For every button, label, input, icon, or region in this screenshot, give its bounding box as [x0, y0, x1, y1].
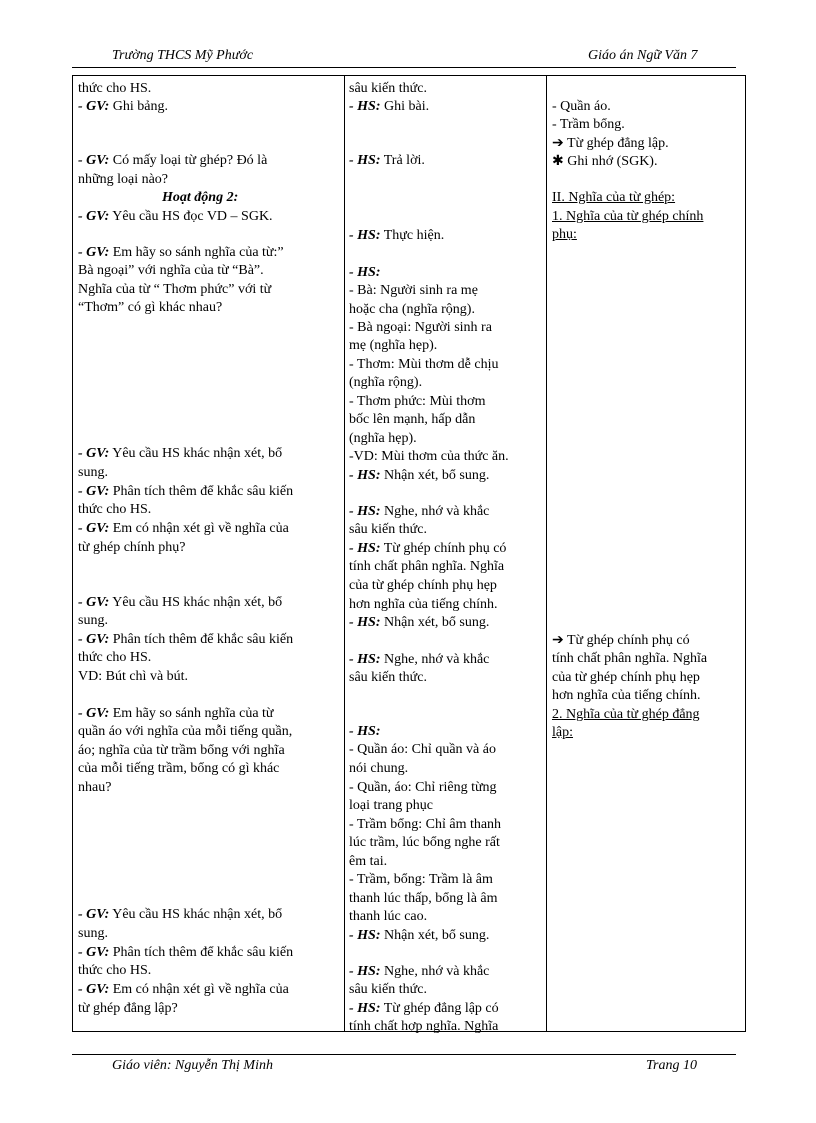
student-text-line: - HS: Nghe, nhớ và khắc [349, 504, 490, 519]
student-text-line: - HS: Nhận xét, bổ sung. [349, 928, 490, 943]
speaker-label: - GV: [78, 99, 110, 114]
speaker-label: - HS: [349, 964, 381, 979]
speaker-label: - GV: [78, 706, 110, 721]
speaker-label: - HS: [349, 1001, 381, 1016]
student-text-line: hoặc cha (nghĩa rộng). [349, 302, 475, 317]
speaker-label: - GV: [78, 945, 110, 960]
student-text-line: thanh lúc cao. [349, 909, 428, 924]
teacher-text-line: những loại nào? [78, 172, 169, 187]
speaker-label: - HS: [349, 504, 381, 519]
teacher-text-line: - GV: Em có nhận xét gì về nghĩa của [78, 982, 289, 997]
teacher-text-line: - GV: Yêu cầu HS khác nhận xét, bổ [78, 907, 283, 922]
student-text-line: -VD: Mùi thơm của thức ăn. [349, 449, 509, 464]
student-text-line: (nghĩa rộng). [349, 375, 423, 390]
teacher-text-line: Bà ngoại” với nghĩa của từ “Bà”. [78, 263, 264, 278]
student-text-line: - HS: Nhận xét, bổ sung. [349, 615, 490, 630]
content-text-line: ✱ Ghi nhớ (SGK). [552, 154, 658, 169]
teacher-text-line: - GV: Phân tích thêm để khắc sâu kiến [78, 945, 294, 960]
speaker-label: - HS: [349, 928, 381, 943]
speaker-label: - HS: [349, 228, 381, 243]
student-text-line: - Thơm phức: Mùi thơm [349, 394, 486, 409]
teacher-text-line: quần áo với nghĩa của mỗi tiếng quần, [78, 724, 293, 739]
speaker-label: - HS: [349, 468, 381, 483]
student-text-line: - Quần áo: Chỉ quần và áo [349, 742, 496, 757]
student-text-line: hơn nghĩa của tiếng chính. [349, 597, 498, 612]
student-text-line: - HS: Từ ghép chính phụ có [349, 541, 507, 556]
speaker-label: - HS: [349, 541, 381, 556]
student-text-line: - HS: Ghi bài. [349, 99, 430, 114]
speaker-label: - HS: [349, 615, 381, 630]
speaker-label: - GV: [78, 153, 110, 168]
student-text-line: - HS: Từ ghép đẳng lập có [349, 1001, 499, 1016]
speaker-label: - HS: [349, 99, 381, 114]
teacher-text-line: sung. [78, 926, 108, 941]
content-text-line: 2. Nghĩa của từ ghép đẳng [552, 707, 700, 722]
teacher-text-line: từ ghép chính phụ? [78, 540, 186, 555]
content-text-line: 1. Nghĩa của từ ghép chính [552, 209, 704, 224]
teacher-text-line: - GV: Em có nhận xét gì về nghĩa của [78, 521, 289, 536]
student-text-line: - HS: Trả lời. [349, 153, 425, 168]
student-text-line [349, 264, 381, 283]
teacher-text-line: thức cho HS. [78, 650, 152, 665]
teacher-text-line: nhau? [78, 780, 112, 795]
speaker-label: - GV: [78, 484, 110, 499]
teacher-text-line: - GV: Yêu cầu HS đọc VD – SGK. [78, 209, 273, 224]
content-text-line: ➔ Từ ghép đẳng lập. [552, 136, 669, 151]
teacher-text-line: - GV: Có mấy loại từ ghép? Đó là [78, 153, 268, 168]
student-text-line: êm tai. [349, 854, 388, 869]
teacher-text-line: từ ghép đẳng lập? [78, 1001, 178, 1016]
teacher-text-line: thức cho HS. [78, 963, 152, 978]
student-text-line: của từ ghép chính phụ hẹp [349, 578, 497, 593]
speaker-label: - GV: [78, 907, 110, 922]
teacher-text-line: sung. [78, 613, 108, 628]
content-text-line: - Trầm bổng. [552, 117, 625, 132]
teacher-text-line: - GV: Em hãy so sánh nghĩa của từ [78, 706, 274, 721]
header-school: Trường THCS Mỹ Phước [112, 48, 254, 63]
speaker-label: - HS: [349, 153, 381, 168]
teacher-text-line: - GV: Yêu cầu HS khác nhận xét, bổ [78, 595, 283, 610]
student-text-line: bốc lên mạnh, hấp dẫn [349, 412, 476, 427]
student-text-line: - HS: Nghe, nhớ và khắc [349, 964, 490, 979]
speaker-label: - HS: [349, 652, 381, 667]
speaker-label: - HS: [349, 724, 381, 739]
footer-teacher: Giáo viên: Nguyễn Thị Minh [112, 1058, 273, 1073]
content-text-line: của từ ghép chính phụ hẹp [552, 670, 700, 685]
footer-rule [72, 1054, 736, 1055]
teacher-text-line: VD: Bút chì và bút. [78, 669, 189, 684]
teacher-text-line: áo; nghĩa của từ trầm bổng với nghĩa [78, 743, 285, 758]
speaker-label: - GV: [78, 982, 110, 997]
speaker-label: - GV: [78, 209, 110, 224]
speaker-label: - GV: [78, 521, 110, 536]
speaker-label: - GV: [78, 595, 110, 610]
speaker-label: - GV: [78, 632, 110, 647]
teacher-text-line: thức cho HS. [78, 502, 152, 517]
content-text-line: ➔ Từ ghép chính phụ có [552, 633, 690, 648]
student-text-line: - HS: Nhận xét, bổ sung. [349, 468, 490, 483]
student-text-line: - Bà ngoại: Người sinh ra [349, 320, 492, 335]
student-text-line: sâu kiến thức. [349, 81, 427, 96]
teacher-text-line: của mỗi tiếng trầm, bổng có gì khác [78, 761, 280, 776]
speaker-label: - GV: [78, 446, 110, 461]
teacher-text-line: sung. [78, 465, 108, 480]
student-text-line: - HS: Nghe, nhớ và khắc [349, 652, 490, 667]
student-text-line: sâu kiến thức. [349, 522, 427, 537]
student-text-line: - Trầm bổng: Chỉ âm thanh [349, 817, 502, 832]
student-text-line: - HS: Thực hiện. [349, 228, 445, 243]
header-rule [72, 67, 736, 68]
teacher-text-line: - GV: Ghi bảng. [78, 99, 168, 114]
content-text-line: lập: [552, 725, 573, 740]
content-text-line: tính chất phân nghĩa. Nghĩa [552, 651, 708, 666]
student-text-line: - Bà: Người sinh ra mẹ [349, 283, 478, 298]
teacher-text-line: - GV: Em hãy so sánh nghĩa của từ:” [78, 245, 284, 260]
student-text-line: (nghĩa hẹp). [349, 431, 417, 446]
content-text-line: phụ: [552, 227, 577, 242]
student-text-line: mẹ (nghĩa hẹp). [349, 338, 438, 353]
teacher-text-line: - GV: Yêu cầu HS khác nhận xét, bổ [78, 446, 283, 461]
content-text-line: hơn nghĩa của tiếng chính. [552, 688, 701, 703]
student-text-line [349, 723, 381, 742]
column-divider-1 [344, 76, 345, 1031]
footer-page: Trang 10 [646, 1058, 697, 1073]
speaker-label: - GV: [78, 245, 110, 260]
student-text-line: sâu kiến thức. [349, 670, 427, 685]
content-text-line: - Quần áo. [552, 99, 611, 114]
student-text-line: thanh lúc thấp, bổng là âm [349, 891, 498, 906]
teacher-text-line: thức cho HS. [78, 81, 152, 96]
student-text-line: nói chung. [349, 761, 409, 776]
student-text-line: sâu kiến thức. [349, 982, 427, 997]
column-divider-2 [546, 76, 547, 1031]
student-text-line: - Thơm: Mùi thơm dễ chịu [349, 357, 499, 372]
student-text-line: - Quần, áo: Chỉ riêng từng [349, 780, 497, 795]
header-subject: Giáo án Ngữ Văn 7 [588, 48, 698, 63]
content-text-line: II. Nghĩa của từ ghép: [552, 190, 676, 205]
student-text-line: lúc trầm, lúc bổng nghe rất [349, 835, 500, 850]
teacher-text-line: “Thơm” có gì khác nhau? [78, 300, 223, 315]
speaker-label: - HS: [349, 265, 381, 280]
student-text-line: tính chất hợp nghĩa. Nghĩa [349, 1019, 499, 1034]
teacher-text-line: - GV: Phân tích thêm để khắc sâu kiến [78, 484, 294, 499]
activity-heading: Hoạt động 2: [162, 190, 239, 205]
student-text-line: tính chất phân nghĩa. Nghĩa [349, 559, 505, 574]
teacher-text-line: Nghĩa của từ “ Thơm phức” với từ [78, 282, 272, 297]
student-text-line: loại trang phục [349, 798, 433, 813]
teacher-text-line: - GV: Phân tích thêm để khắc sâu kiến [78, 632, 294, 647]
student-text-line: - Trầm, bổng: Trầm là âm [349, 872, 493, 887]
